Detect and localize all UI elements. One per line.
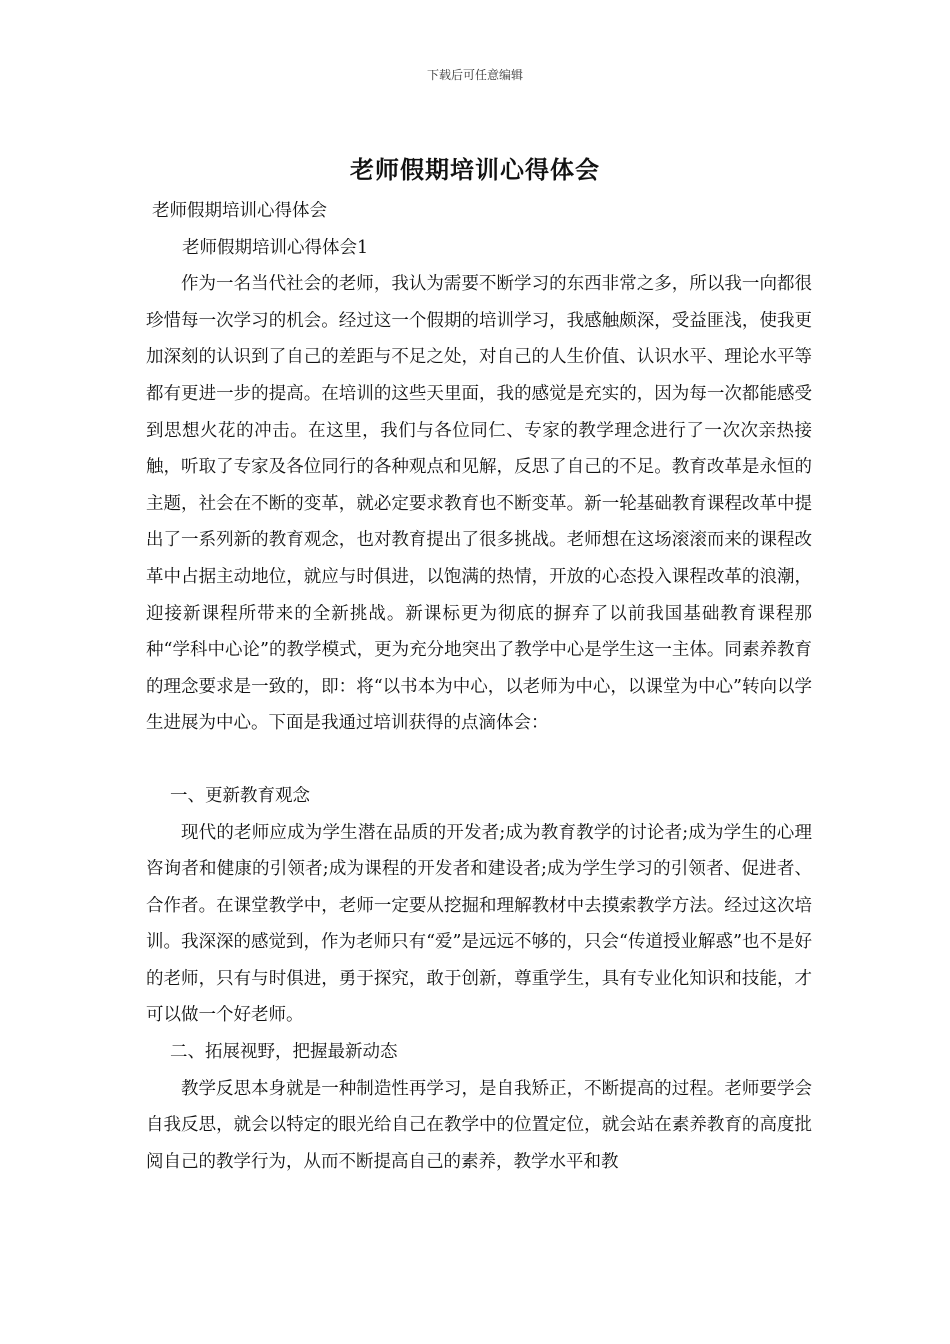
section-1-heading: 一、更新教育观念: [170, 785, 310, 806]
section-2-heading: 二、拓展视野，把握最新动态: [170, 1042, 398, 1063]
page-header: 下载后可任意编辑: [426, 68, 523, 82]
paragraph-spacer: [146, 742, 812, 778]
document-title: 老师假期培训心得体会: [350, 155, 600, 184]
document-subtitle: 老师假期培训心得体会: [152, 201, 327, 221]
document-body: [146, 193, 812, 1180]
intro-paragraph: 作为一名当代社会的老师，我认为需要不断学习的东西非常之多，所以我一向都很珍惜每一次学习的机会。经过这一个假期的培训学习，我感触颇深，受益匪浅，使我更加深刻的认识到了自己的差距与不足之处，对自己的人生价值、认识水平、理论水平等都有更进一步的提高。在培训的这些天里面，我的感觉是充实的，因为每一次都能感受到思想火花的冲击。在这里，我们与各位同仁、专家的教学理念进行了一次次亲热接触，听取了专家及各位同行的各种观点和见解，反思了自己的不足。教育改革是永恒的主题，社会在不断的变革，就必定要求教育也不断变革。新一轮基础教育课程改革中提出了一系列新的教育观念，也对教育提出了很多挑战。老师想在这场滚滚而来的课程改革中占据主动地位，就应与时俱进，以饱满的热情，开放的心态投入课程改革的浪潮，迎接新课程所带来的全新挑战。新课标更为彻底的摒弃了以前我国基础教育课程那种“学科中心论”的教学模式，更为充分地突出了教学中心是学生这一主体。同素养教育的理念要求是一致的，即：将“以书本为中心，以老师为中心，以课堂为中心”转向以学生进展为中心。下面是我通过培训获得的点滴体会：: [146, 274, 812, 734]
section-1-paragraph: 现代的老师应成为学生潜在品质的开发者;成为教育教学的讨论者;成为学生的心理咨询者和健康的引领者;成为课程的开发者和建设者;成为学生学习的引领者、促进者、合作者。在课堂教学中，老师一定要从挖掘和理解教材中去摸索教学方法。经过这次培训。我深深的感觉到，作为老师只有“爱”是远远不够的，只会“传道授业解惑”也不是好的老师，只有与时俱进，勇于探究，敢于创新，尊重学生，具有专业化知识和技能，才可以做一个好老师。: [146, 822, 812, 1026]
document-subtitle-numbered: 老师假期培训心得体会1: [182, 237, 369, 258]
section-2-paragraph: 教学反思本身就是一种制造性再学习，是自我矫正，不断提高的过程。老师要学会自我反思，就会以特定的眼光给自己在教学中的位置定位，就会站在素养教育的高度批阅自己的教学行为，从而不断提高自己的素养，教学水平和教: [146, 1078, 812, 1172]
